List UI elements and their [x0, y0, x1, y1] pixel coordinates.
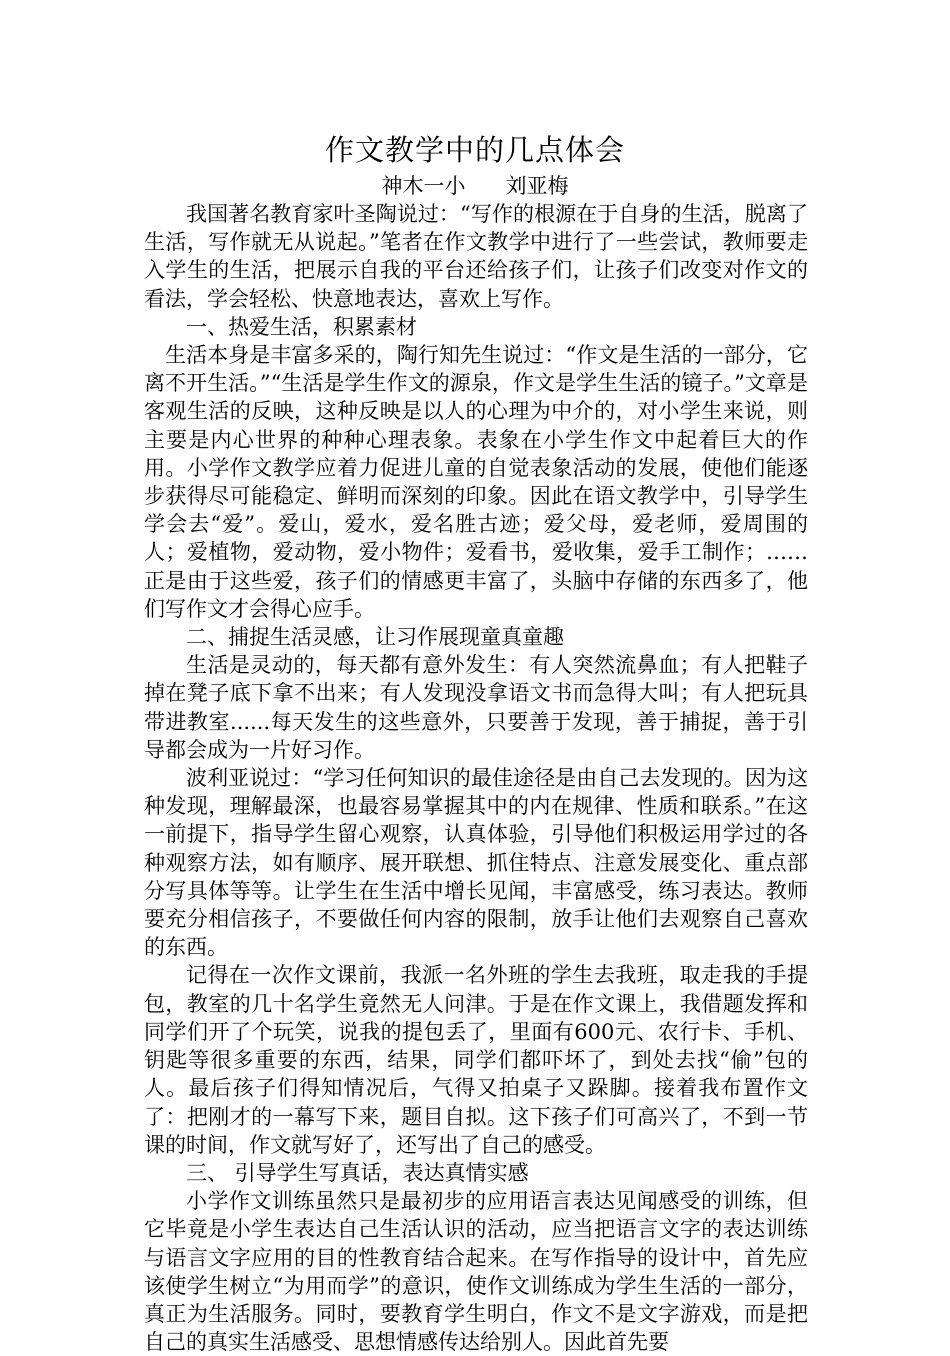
- section-2-paragraph-2: 波利亚说过：“学习任何知识的最佳途径是由自己去发现的。因为这种发现，理解最深，也最容易掌握其中的内在规律、性质和联系。”在这一前提下，指导学生留心观察，认真体验，引导他们积极运用学过的各种观察方法，如有顺序、展开联想、抓住特点、注意发展变化、重点部分写具体等等。让学生在生活中增长见闻，丰富感受，练习表达。教师要充分相信孩子，不要做任何内容的限制，放手让他们去观察自己喜欢的东西。: [144, 766, 808, 960]
- section-heading-2: 二、捕捉生活灵感，让习作展现童真童趣: [186, 625, 564, 650]
- author-school: 神木一小: [381, 174, 466, 198]
- section-2-paragraph-1: 生活是灵动的，每天都有意外发生：有人突然流鼻血；有人把鞋子掉在凳子底下拿不出来；有人发现没拿语文书而急得大叫；有人把玩具带进教室......每天发生的这些意外，只要善于发现，善于捕捉，善于引导都会成为一片好习作。: [144, 653, 808, 762]
- author-name: 刘亚梅: [505, 174, 569, 198]
- section-1-paragraph: 生活本身是丰富多采的，陶行知先生说过：“作文是生活的一部分，它离不开生活。”“生活是学生作文的源泉，作文是学生生活的镜子。”文章是客观生活的反映，这种反映是以人的心理为中介的，对小学生来说，则主要是内心世界的种种心理表象。表象在小学生作文中起着巨大的作用。小学作文教学应着力促进儿童的自觉表象活动的发展，使他们能逐步获得尽可能稳定、鲜明而深刻的印象。因此在语文教学中，引导学生学会去“爱”。爱山，爱水，爱名胜古迹；爱父母，爱老师，爱周围的人；爱植物，爱动物，爱小物件；爱看书，爱收集，爱手工制作；……正是由于这些爱，孩子们的情感更丰富了，头脑中存储的东西多了，他们写作文才会得心应手。: [144, 343, 808, 621]
- section-heading-3: 三、 引导学生写真话，表达真情实感: [186, 1160, 529, 1185]
- author-line: [0, 172, 950, 200]
- section-2-paragraph-3: 记得在一次作文课前，我派一名外班的学生去我班，取走我的手提包，教室的几十名学生竟然无人问津。于是在作文课上，我借题发挥和同学们开了个玩笑，说我的提包丢了，里面有600元、农行卡、手机、钥匙等很多重要的东西，结果，同学们都吓坏了，到处去找“偷”包的人。最后孩子们得知情况后，气得又拍桌子又跺脚。接着我布置作文了：把刚才的一幕写下来，题目自拟。这下孩子们可高兴了，不到一节课的时间，作文就写好了，还写出了自己的感受。: [144, 963, 808, 1157]
- intro-paragraph: 我国著名教育家叶圣陶说过：“写作的根源在于自身的生活，脱离了生活，写作就无从说起。”笔者在作文教学中进行了一些尝试，教师要走入学生的生活，把展示自我的平台还给孩子们，让孩子们改变对作文的看法，学会轻松、快意地表达，喜欢上写作。: [144, 202, 808, 311]
- section-3-paragraph-1: 小学作文训练虽然只是最初步的应用语言表达见闻感受的训练，但它毕竟是小学生表达自己生活认识的活动，应当把语言文字的表达训练与语言文字应用的目的性教育结合起来。在写作指导的设计中，首先应该使学生树立“为用而学”的意识，使作文训练成为学生生活的一部分，真正为生活服务。同时，要教育学生明白，作文不是文字游戏，而是把自己的真实生活感受、思想情感传达给别人。因此首先要: [144, 1189, 808, 1355]
- document-body: [144, 200, 808, 1356]
- section-heading-1: 一、热爱生活，积累素材: [186, 314, 417, 339]
- document-title: 作文教学中的几点体会: [324, 133, 625, 167]
